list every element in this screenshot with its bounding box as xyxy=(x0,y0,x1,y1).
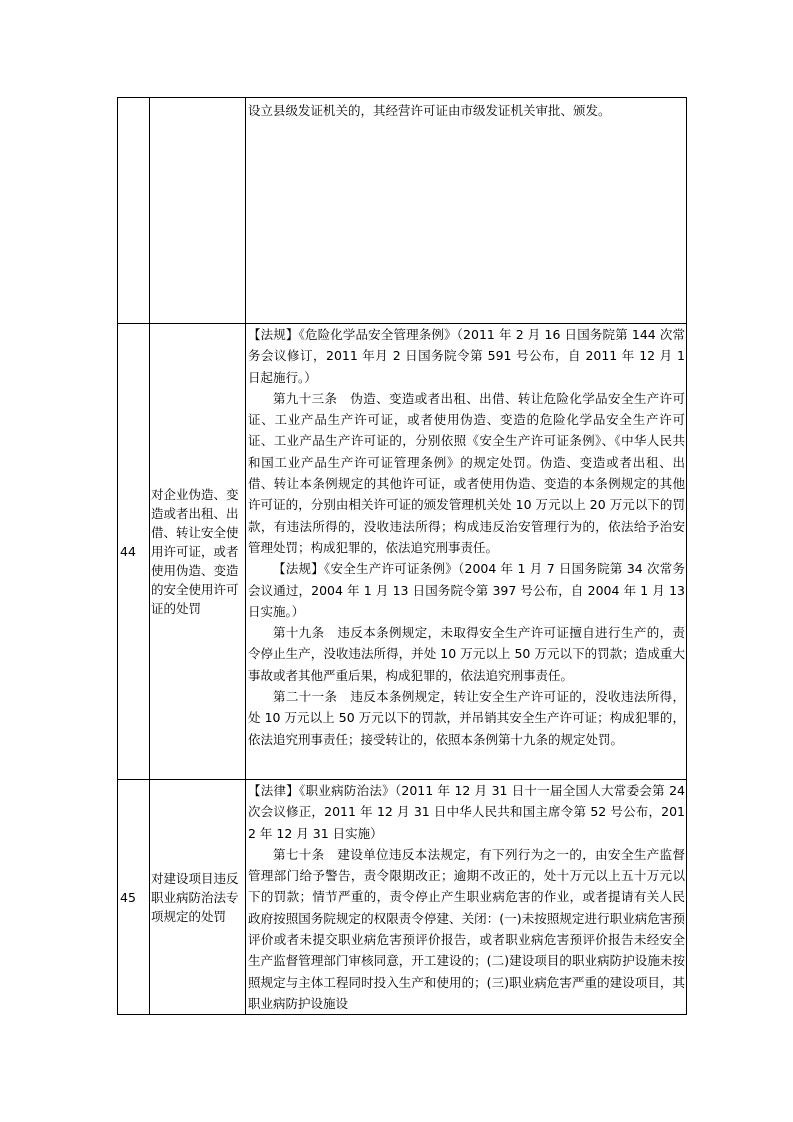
legal-basis xyxy=(246,324,687,780)
regulation-table xyxy=(117,97,687,1015)
paragraph: 第二十一条 违反本条例规定，转让安全生产许可证的，没收违法所得，处 10 万元以上 50 万元以下的罚款，并吊销其安全生产许可证；构成犯罪的，依法追究刑事责任；接受转让的，依照本条例第十九条的规定处罚。 xyxy=(248,689,685,747)
item-name xyxy=(150,98,246,324)
row-number: 44 xyxy=(118,324,150,780)
table-row xyxy=(118,98,687,324)
paragraph: 【法规】《危险化学品安全管理条例》（2011 年 2 月 16 日国务院第 144 次常务会议修订，2011 年月 2 日国务院令第 591 号公布，自 2011 年 12 月 1 日起施行。） xyxy=(248,327,685,385)
paragraph: 【法律】《职业病防治法》（2011 年 12 月 31 日十一届全国人大常委会第 24 次会议修正，2011 年 12 月 31 日中华人民共和国主席令第 52 号公布，2012 年 12 月 31 日实施） xyxy=(248,783,685,841)
paragraph: 第十九条 违反本条例规定，未取得安全生产许可证擅自进行生产的，责令停止生产，没收违法所得，并处 10 万元以上 50 万元以下的罚款；造成重大事故或者其他严重后果，构成犯罪的，依法追究刑事责任。 xyxy=(248,625,685,683)
paragraph: 【法规】《安全生产许可证条例》（2004 年 1 月 7 日国务院第 34 次常务会议通过，2004 年 1 月 13 日国务院令第 397 号公布，自 2004 年 1 月 13 日实施。） xyxy=(248,561,685,619)
row-number: 45 xyxy=(118,780,150,1015)
paragraph: 第七十条 建设单位违反本法规定，有下列行为之一的，由安全生产监督管理部门给予警告，责令限期改正；逾期不改正的，处十万元以上五十万元以下的罚款；情节严重的，责令停止产生职业病危害的作业，或者提请有关人民政府按照国务院规定的权限责令停建、关闭：(一)未按照规定进行职业病危害预评价或者未提交职业病危害预评价报告，或者职业病危害预评价报告未经安全生产监督管理部门审核同意，开工建设的；(二)建设项目的职业病防护设施未按照规定与主体工程同时投入生产和使用的；(三)职业病危害严重的建设项目，其职业病防护设施设 xyxy=(248,846,685,1011)
legal-basis xyxy=(246,780,687,1015)
paragraph: 第九十三条 伪造、变造或者出租、出借、转让危险化学品安全生产许可证、工业产品生产许可证，或者使用伪造、变造的危险化学品安全生产许可证、工业产品生产许可证的，分别依照《安全生产许可证条例》、《中华人民共和国工业产品生产许可证管理条例》的规定处罚。伪造、变造或者出租、出借、转让本条例规定的其他许可证，或者使用伪造、变造的本条例规定的其他许可证的，分别由相关许可证的颁发管理机关处 10 万元以上 20 万元以下的罚款，有违法所得的，没收违法所得；构成违反治安管理行为的，依法给予治安管理处罚；构成犯罪的，依法追究刑事责任。 xyxy=(248,390,685,555)
row-number xyxy=(118,98,150,324)
paragraph: 设立县级发证机关的，其经营许可证由市级发证机关审批、颁发。 xyxy=(248,103,611,118)
table-row xyxy=(118,780,687,1015)
item-name: 对建设项目违反职业病防治法专项规定的处罚 xyxy=(150,780,246,1015)
table-row xyxy=(118,324,687,780)
legal-basis xyxy=(246,98,687,324)
item-name: 对企业伪造、变造或者出租、出借、转让安全使用许可证，或者使用伪造、变造的安全使用许可证的处罚 xyxy=(150,324,246,780)
